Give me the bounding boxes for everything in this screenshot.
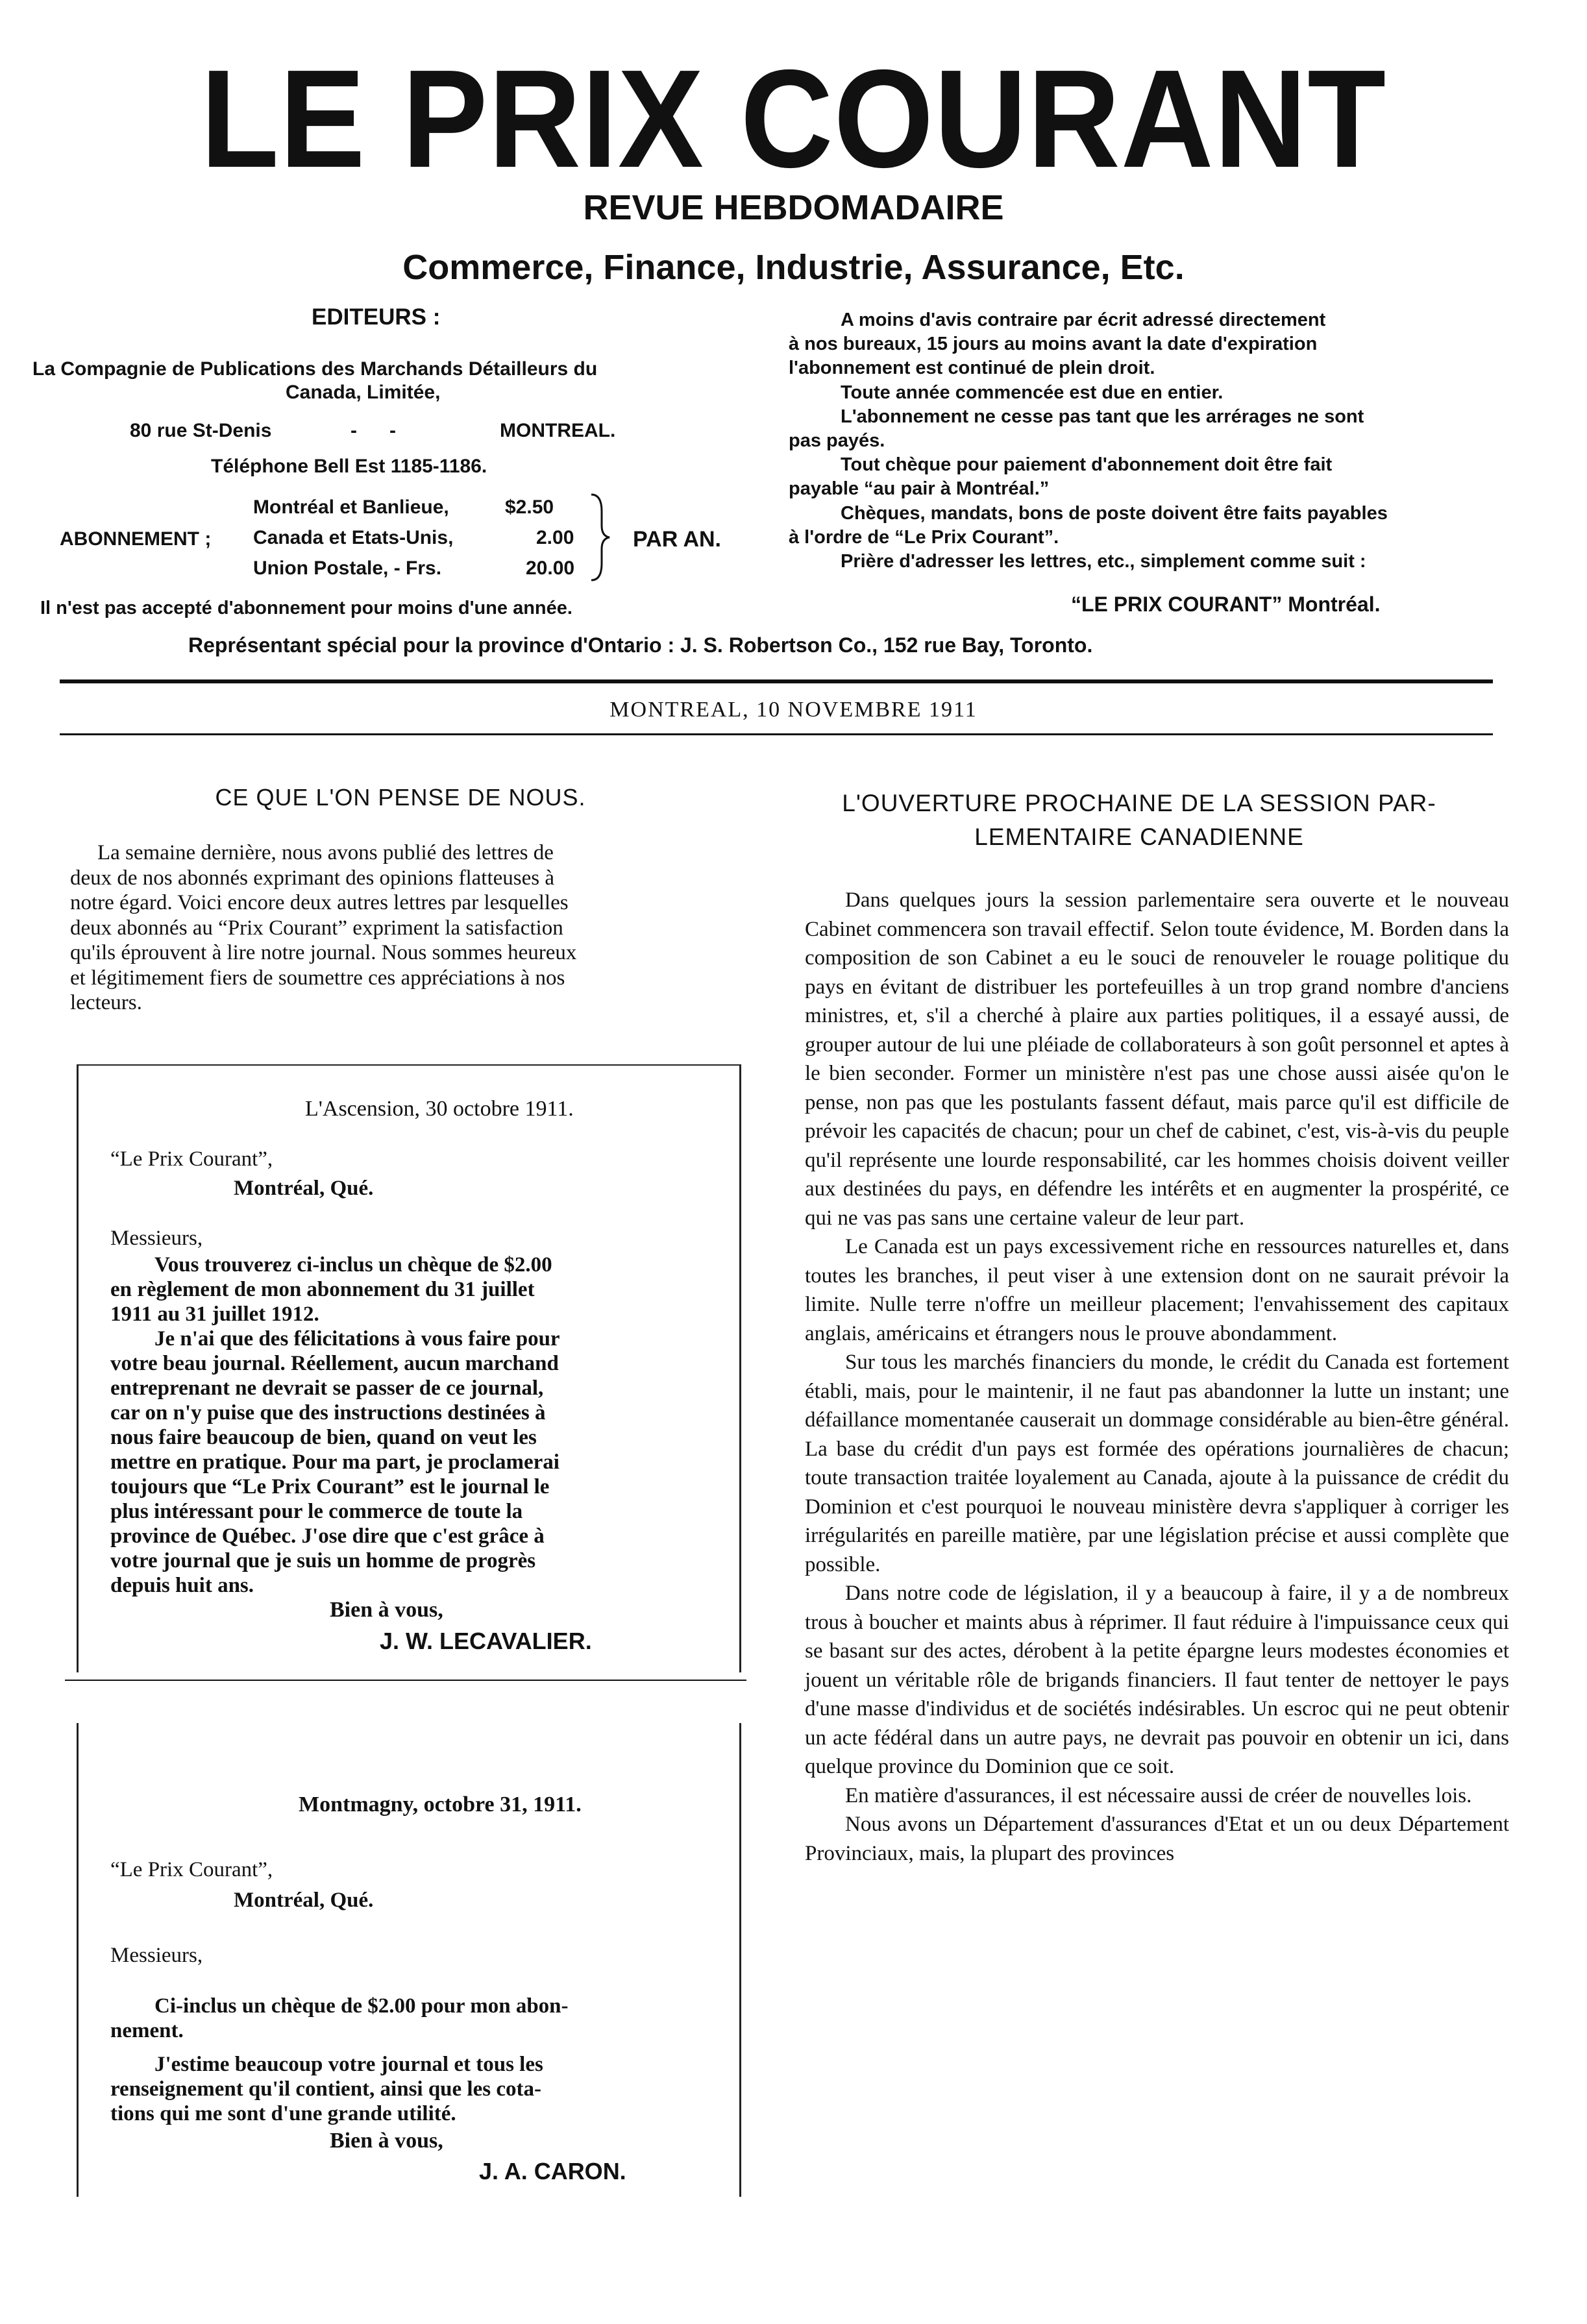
letter2-line: J'estime beaucoup votre journal et tous les (154, 2053, 543, 2076)
subscription-region-1: Montréal et Banlieue, (253, 496, 449, 518)
subscription-note: Il n'est pas accepté d'abonnement pour moins d'une année. (40, 598, 572, 618)
letter2-line: renseignement qu'il contient, ainsi que les cota- (110, 2077, 541, 2101)
letter2-line: nement. (110, 2019, 184, 2042)
representative-line: Représentant spécial pour la province d'Ontario : J. S. Robertson Co., 152 rue Bay, Toronto. (188, 633, 1093, 657)
intro-line: La semaine dernière, nous avons publié des lettres de (97, 841, 554, 864)
letter1-line: 1911 au 31 juillet 1912. (110, 1303, 319, 1326)
subscription-region-2: Canada et Etats-Unis, (253, 527, 454, 548)
letter1-line: plus intéressant pour le commerce de toute la (110, 1500, 523, 1523)
conditions-line: Chèques, mandats, bons de poste doivent être faits payables (841, 502, 1388, 524)
letter1-line: toujours que “Le Prix Courant” est le journal le (110, 1475, 550, 1498)
right-paragraph: Le Canada est un pays excessivement riche en ressources naturelles et, dans toutes les branches, il peut viser à une extension dont on ne saurait prévoir la limite. Nulle terre n'offre un meilleur placement; l'envahissement des capitaux anglais, américains et étrangers nous le prouve abondamment. (805, 1235, 1509, 1345)
conditions-line: l'abonnement est continué de plein droit. (789, 358, 1155, 379)
conditions-line: pas payés. (789, 430, 885, 452)
conditions-block (789, 308, 1506, 574)
conditions-line: Tout chèque pour paiement d'abonnement doit être fait (841, 454, 1333, 476)
publisher-company-line1: La Compagnie de Publications des Marchands Détailleurs du (32, 358, 598, 380)
letter2-line: tions qui me sont d'une grande utilité. (110, 2102, 456, 2125)
conditions-line: à nos bureaux, 15 jours au moins avant la date d'expiration (789, 334, 1318, 355)
letter2-place-date: Montmagny, octobre 31, 1911. (299, 1792, 582, 1816)
publisher-heading: EDITEURS : (312, 304, 441, 330)
letter1-line: en règlement de mon abonnement du 31 juillet (110, 1278, 535, 1301)
right-title-line1: L'OUVERTURE PROCHAINE DE LA SESSION PAR- (842, 790, 1436, 816)
right-paragraph: Dans notre code de législation, il y a beaucoup à faire, il y a de nombreux trous à boucher et maints abus à réprimer. Il faut réduire à l'impuissance ceux qui se basant sur des actes, dérobent à la petite épargne leurs modestes économies et jouent un véritable rôle de brigands financiers. Il faut tenter de nettoyer le pays d'une masse d'individus et de sociétés indésirables. Un escroc qui ne peut obtenir un acte fédéral dans un autre pays, ne devrait pas pouvoir en obtenir un ici, dans quelque province du Dominion que ce soit. (805, 1582, 1509, 1778)
subscription-region-3: Union Postale, - Frs. (253, 557, 442, 579)
conditions-line: Toute année commencée est due en entier. (841, 382, 1224, 403)
letter2-salutation: Messieurs, (110, 1944, 203, 1967)
letter2-body (110, 1994, 695, 2126)
left-article-intro (70, 840, 745, 1016)
right-article-title (766, 787, 1512, 854)
intro-line: deux de nos abonnés exprimant des opinions flatteuses à (70, 866, 554, 890)
letter1-line: Je n'ai que des félicitations à vous faire pour (154, 1327, 560, 1351)
subscription-price-2: 2.00 (536, 527, 574, 548)
publisher-city: MONTREAL. (500, 420, 616, 441)
publisher-company-line2: Canada, Limitée, (286, 382, 441, 403)
header-rule-thick (60, 679, 1493, 683)
right-paragraph: Sur tous les marchés financiers du monde, le crédit du Canada est fortement établi, mais, pour le maintenir, il ne faut pas abandonner la lutte un instant; une défaillance momentanée causerait un dommage considérable au bien-être général. La base du crédit d'un pays est formée des opérations journalières de chacun; toute transaction traitée loyalement au Canada, ajoute à la puissance de crédit du Dominion et c'est pourquoi le nouveau ministère devra s'appliquer à corriger les irrégularités en pareille matière, par une législation précise et aussi complète que possible. (805, 1351, 1509, 1576)
letter1-addressee: “Le Prix Courant”, (110, 1147, 273, 1171)
letter1-line: depuis huit ans. (110, 1574, 254, 1597)
letter1-addressee-city: Montréal, Qué. (234, 1177, 374, 1200)
letter1-line: entreprenant ne devrait se passer de ce journal, (110, 1376, 544, 1400)
masthead-subtitle: REVUE HEBDOMADAIRE (583, 188, 1004, 227)
masthead-topics: Commerce, Finance, Industrie, Assurance, Etc. (402, 248, 1185, 287)
publisher-address: 80 rue St-Denis (130, 420, 272, 441)
letter1-line: nous faire beaucoup de bien, quand on veut les (110, 1426, 537, 1449)
letter2-closing: Bien à vous, (330, 2129, 443, 2153)
subscription-period: PAR AN. (633, 527, 721, 552)
conditions-line: payable “au pair à Montréal.” (789, 478, 1050, 500)
header-rule-thin (60, 733, 1493, 735)
letter2-addressee-city: Montréal, Qué. (234, 1889, 374, 1912)
right-paragraph: Nous avons un Département d'assurances d'Etat et un ou deux Département Provinciaux, mais, la plupart des provinces (805, 1813, 1509, 1865)
letter1-salutation: Messieurs, (110, 1227, 203, 1250)
letter1-place-date: L'Ascension, 30 octobre 1911. (305, 1097, 574, 1121)
subscription-price-3: 20.00 (526, 557, 575, 579)
conditions-line: Prière d'adresser les lettres, etc., simplement comme suit : (841, 551, 1366, 572)
publisher-phone: Téléphone Bell Est 1185-1186. (211, 456, 487, 477)
intro-line: qu'ils éprouvent à lire notre journal. Nous sommes heureux (70, 941, 577, 964)
conditions-line: L'abonnement ne cesse pas tant que les arrérages ne sont (841, 406, 1364, 427)
letter1-line: mettre en pratique. Pour ma part, je proclamerai (110, 1450, 560, 1474)
conditions-line: à l'ordre de “Le Prix Courant”. (789, 526, 1059, 548)
subscription-brace (587, 492, 613, 583)
intro-line: et légitimement fiers de soumettre ces appréciations à nos (70, 966, 565, 990)
letter2-signature: J. A. CARON. (479, 2158, 626, 2184)
publisher-dashes: - - (351, 420, 396, 441)
intro-line: notre égard. Voici encore deux autres lettres par lesquelles (70, 891, 569, 914)
conditions-address: “LE PRIX COURANT” Montréal. (1071, 593, 1381, 616)
letter1-bottom-rule (65, 1680, 746, 1681)
right-paragraph: Dans quelques jours la session parlementaire sera ouverte et le nouveau Cabinet commencera son travail effectif. Selon toute évidence, M. Borden dans la composition de son Cabinet a eu le souci de renouveler le rouage politique du pays en évitant de distribuer les portefeuilles à un trop grand nombre d'anciens ministres, et, s'il a cherché à plaire aux parties politiques, il a essayé aussi, de grouper autour de lui une pléiade de collaborateurs à son goût personnel et aptes à le bien seconder. Former un ministère n'est pas une chose aussi aisée qu'on le pense, non pas que les postulants fassent défaut, mais parce qu'il est difficile de prévoir les capacités de chacun; pour un chef de cabinet, c'est, vis-à-vis du peuple qu'il représente une lourde responsabilité, car les hommes choisis doivent veiller aux destinées du pays, en défendre les intérêts et en augmenter la prospérité, ce qui ne vas pas sans une certaine valeur de leur part. (805, 888, 1509, 1230)
letter2-line: Ci-inclus un chèque de $2.00 pour mon abon- (154, 1994, 569, 2018)
right-paragraph: En matière d'assurances, il est nécessaire aussi de créer de nouvelles lois. (845, 1783, 1472, 1807)
masthead-title: LE PRIX COURANT (200, 40, 1387, 197)
right-title-line2: LEMENTAIRE CANADIENNE (974, 824, 1304, 850)
letter1-line: province de Québec. J'ose dire que c'est grâce à (110, 1524, 545, 1548)
conditions-line: A moins d'avis contraire par écrit adressé directement (841, 310, 1326, 330)
letter1-body (110, 1253, 695, 1598)
letter1-line: car on n'y puise que des instructions destinées à (110, 1401, 546, 1425)
left-article-title: CE QUE L'ON PENSE DE NOUS. (215, 784, 586, 811)
letter1-line: votre journal que je suis un homme de progrès (110, 1549, 536, 1572)
letter1-closing: Bien à vous, (330, 1598, 443, 1622)
dateline: MONTREAL, 10 NOVEMBRE 1911 (609, 698, 978, 722)
intro-line: lecteurs. (70, 991, 142, 1014)
letter1-line: votre beau journal. Réellement, aucun marchand (110, 1352, 559, 1375)
letter2-addressee: “Le Prix Courant”, (110, 1858, 273, 1881)
right-article-body (805, 886, 1509, 1868)
intro-line: deux abonnés au “Prix Courant” expriment la satisfaction (70, 916, 563, 940)
letter1-signature: J. W. LECAVALIER. (380, 1628, 592, 1654)
subscription-price-1: $2.50 (505, 496, 554, 518)
subscription-label: ABONNEMENT ; (60, 528, 212, 550)
letter1-line: Vous trouverez ci-inclus un chèque de $2.00 (154, 1253, 552, 1277)
